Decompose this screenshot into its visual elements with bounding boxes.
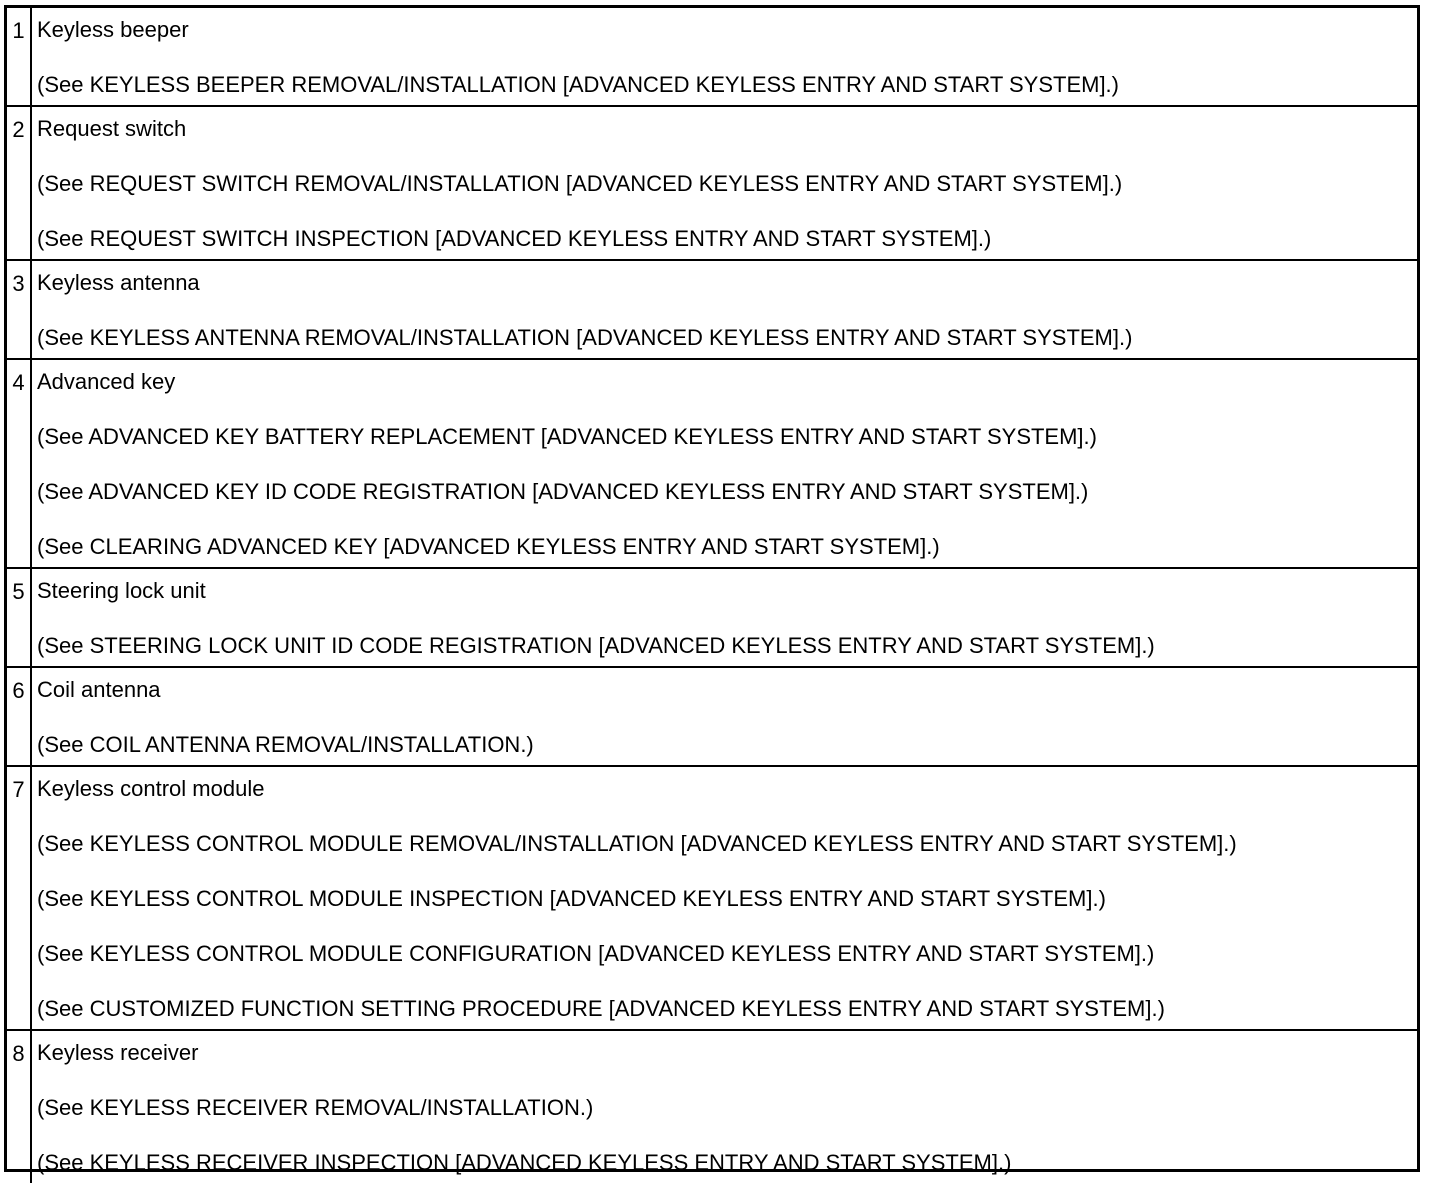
reference-link[interactable]: (See CLEARING ADVANCED KEY [ADVANCED KEYLESS ENTRY AND START SYSTEM].) bbox=[37, 534, 940, 559]
reference-link[interactable]: (See STEERING LOCK UNIT ID CODE REGISTRATION [ADVANCED KEYLESS ENTRY AND START SYSTEM].) bbox=[37, 633, 1155, 658]
item-title: Advanced key bbox=[37, 369, 176, 394]
item-number: 4 bbox=[7, 360, 32, 567]
reference-link[interactable]: (See KEYLESS RECEIVER INSPECTION [ADVANCED KEYLESS ENTRY AND START SYSTEM].) bbox=[37, 1150, 1012, 1175]
item-content bbox=[32, 107, 1417, 259]
reference-link[interactable]: (See REQUEST SWITCH INSPECTION [ADVANCED KEYLESS ENTRY AND START SYSTEM].) bbox=[37, 226, 992, 251]
table-row bbox=[7, 107, 1417, 261]
reference-link[interactable]: (See KEYLESS CONTROL MODULE INSPECTION [ADVANCED KEYLESS ENTRY AND START SYSTEM].) bbox=[37, 886, 1106, 911]
item-title: Coil antenna bbox=[37, 677, 161, 702]
item-content bbox=[32, 8, 1417, 105]
table-row bbox=[7, 261, 1417, 360]
item-title: Steering lock unit bbox=[37, 578, 206, 603]
table-row bbox=[7, 569, 1417, 668]
reference-link[interactable]: (See ADVANCED KEY ID CODE REGISTRATION [ADVANCED KEYLESS ENTRY AND START SYSTEM].) bbox=[37, 479, 1089, 504]
reference-link[interactable]: (See KEYLESS CONTROL MODULE CONFIGURATION [ADVANCED KEYLESS ENTRY AND START SYSTEM].) bbox=[37, 941, 1155, 966]
item-number: 2 bbox=[7, 107, 32, 259]
reference-link[interactable]: (See KEYLESS ANTENNA REMOVAL/INSTALLATION [ADVANCED KEYLESS ENTRY AND START SYSTEM].) bbox=[37, 325, 1133, 350]
reference-link[interactable]: (See COIL ANTENNA REMOVAL/INSTALLATION.) bbox=[37, 732, 534, 757]
item-number: 7 bbox=[7, 767, 32, 1029]
item-title: Keyless beeper bbox=[37, 17, 189, 42]
item-content bbox=[32, 261, 1417, 358]
table-row bbox=[7, 360, 1417, 569]
item-number: 1 bbox=[7, 8, 32, 105]
reference-link[interactable]: (See KEYLESS CONTROL MODULE REMOVAL/INSTALLATION [ADVANCED KEYLESS ENTRY AND START SYSTEM].) bbox=[37, 831, 1237, 856]
item-title: Keyless receiver bbox=[37, 1040, 199, 1065]
item-content bbox=[32, 668, 1417, 765]
item-number: 5 bbox=[7, 569, 32, 666]
table-row bbox=[7, 767, 1417, 1031]
table-row bbox=[7, 668, 1417, 767]
component-reference-table bbox=[4, 5, 1420, 1175]
item-title: Keyless control module bbox=[37, 776, 265, 801]
item-content bbox=[32, 767, 1417, 1029]
item-number: 3 bbox=[7, 261, 32, 358]
reference-link[interactable]: (See REQUEST SWITCH REMOVAL/INSTALLATION [ADVANCED KEYLESS ENTRY AND START SYSTEM].) bbox=[37, 171, 1123, 196]
table-row bbox=[7, 8, 1417, 107]
reference-link[interactable]: (See CUSTOMIZED FUNCTION SETTING PROCEDURE [ADVANCED KEYLESS ENTRY AND START SYSTEM].) bbox=[37, 996, 1165, 1021]
reference-link[interactable]: (See KEYLESS BEEPER REMOVAL/INSTALLATION [ADVANCED KEYLESS ENTRY AND START SYSTEM].) bbox=[37, 72, 1119, 97]
item-content bbox=[32, 1031, 1417, 1183]
item-number: 8 bbox=[7, 1031, 32, 1183]
item-number: 6 bbox=[7, 668, 32, 765]
reference-link[interactable]: (See ADVANCED KEY BATTERY REPLACEMENT [ADVANCED KEYLESS ENTRY AND START SYSTEM].) bbox=[37, 424, 1097, 449]
item-title: Keyless antenna bbox=[37, 270, 200, 295]
item-content bbox=[32, 569, 1417, 666]
table-row bbox=[7, 1031, 1417, 1183]
item-content bbox=[32, 360, 1417, 567]
reference-link[interactable]: (See KEYLESS RECEIVER REMOVAL/INSTALLATION.) bbox=[37, 1095, 594, 1120]
item-title: Request switch bbox=[37, 116, 187, 141]
